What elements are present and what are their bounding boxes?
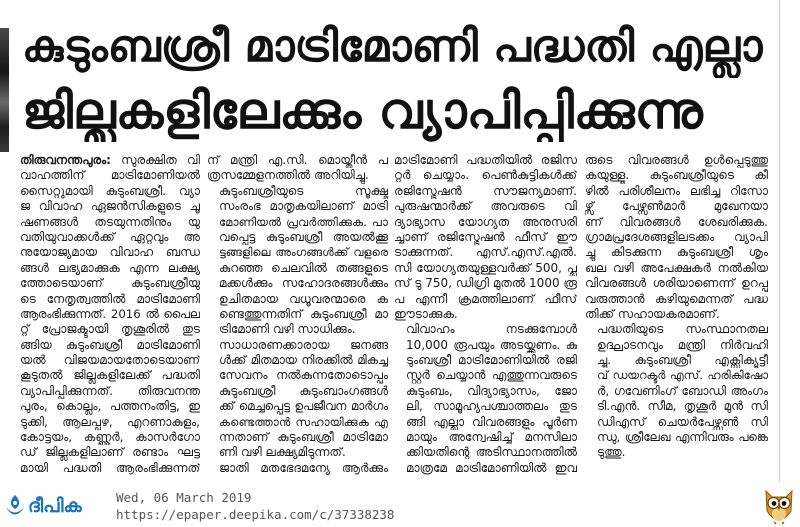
line-words: വ് ഡയറക്ടർ എസ്. ഹരികിഷോ bbox=[597, 368, 768, 383]
text-line bbox=[20, 153, 200, 168]
line-text bbox=[20, 276, 200, 291]
line-words: കുടുംബശ്രീയുടെ സൂക്ഷ്മ bbox=[219, 183, 388, 198]
line-words: ച്ചു കിടക്കുന്ന കുടുംബശ്രീ ശൃം bbox=[585, 245, 768, 260]
line-text bbox=[20, 445, 200, 460]
line-text bbox=[219, 399, 388, 414]
line-words: ടുക്കി, ആലപ്പുഴ, എറണാകുളം, bbox=[20, 414, 200, 429]
text-line bbox=[394, 307, 577, 322]
line-text bbox=[394, 168, 577, 183]
text-line bbox=[20, 215, 200, 230]
line-words: പുരുഷന്മാർക്ക് അവരുടെ വി bbox=[394, 199, 577, 214]
line-text bbox=[219, 384, 388, 399]
text-line bbox=[394, 322, 577, 337]
article-column-4 bbox=[585, 153, 768, 479]
line-words: വ്യാപിപ്പിക്കുന്നത്. തിരുവനന്ത bbox=[20, 383, 200, 398]
line-words: സ് ടു 750, ഡിഗ്രി മുതൽ 1000 രൂ bbox=[394, 276, 577, 291]
deepika-logo[interactable] bbox=[5, 492, 82, 520]
line-text bbox=[219, 261, 388, 276]
text-line bbox=[20, 230, 200, 245]
article-column-1 bbox=[20, 153, 200, 479]
line-words: കോട്ടയം, കണ്ണൂർ, കാസർഗോ bbox=[20, 430, 200, 445]
text-line bbox=[207, 307, 388, 322]
line-text bbox=[219, 199, 388, 214]
text-line bbox=[585, 322, 768, 337]
line-words: സ്റ്റർ ചെയ്യാൻ എത്തുന്നവരുടെ bbox=[406, 368, 577, 383]
text-line bbox=[207, 199, 388, 214]
line-text bbox=[219, 230, 388, 245]
text-line bbox=[394, 153, 577, 168]
line-text bbox=[20, 307, 200, 322]
line-words: മാത്രമേ മാട്രിമോണിയിൽ ഇവ bbox=[406, 460, 577, 475]
text-line bbox=[20, 322, 200, 337]
line-text bbox=[219, 353, 388, 368]
text-line bbox=[394, 415, 577, 430]
text-line bbox=[585, 245, 768, 260]
line-text bbox=[394, 276, 577, 291]
line-words: മക്കൾക്കും സഹോദരങ്ങൾക്കും bbox=[219, 276, 388, 291]
line-text bbox=[20, 430, 200, 445]
text-line bbox=[394, 445, 577, 460]
line-words: ന്ധു, ശ്രീലേഖ എന്നിവരും പങ്കെ bbox=[597, 430, 768, 445]
text-line bbox=[20, 368, 200, 383]
text-line bbox=[585, 168, 768, 183]
logo-text: ദീപിക bbox=[28, 495, 82, 517]
line-words: കണ്ടെത്താൻ സഹായിക്കുക എ bbox=[219, 414, 388, 429]
line-text bbox=[585, 261, 768, 276]
line-text bbox=[219, 307, 388, 322]
text-line bbox=[207, 415, 388, 430]
line-words: ഈടാക്കുക. bbox=[394, 306, 458, 321]
line-text bbox=[207, 168, 369, 183]
line-words: ച്ചാണ് രജിസ്ട്രേഷൻ ഫീസ് ഈ bbox=[394, 229, 577, 244]
headline-text-1: കുടുംബശ്രീ മാട്രിമോണി പദ്ധതി എല്ലാ bbox=[22, 21, 763, 72]
line-words: ദ്യാഭ്യാസ യോഗ്യത അനുസരി bbox=[394, 214, 577, 229]
text-line bbox=[207, 353, 388, 368]
line-text bbox=[597, 445, 625, 460]
line-words: ത്തോടെയാണ് കുടുംബശ്രീയു bbox=[20, 276, 200, 291]
line-words: പുരം, കൊല്ലം, പത്തനംതിട്ട, ഇ bbox=[20, 399, 200, 414]
line-text bbox=[406, 415, 577, 430]
text-line bbox=[394, 353, 577, 368]
text-line bbox=[207, 322, 388, 337]
text-line bbox=[585, 445, 768, 460]
line-words: ആരംഭിക്കുന്നത്. 2016 ൽ പൈല bbox=[20, 306, 200, 321]
line-words: ങ്ങിയ കുടുംബശ്രീ മാട്രിമോണി bbox=[20, 337, 200, 352]
line-words: പ എന്നീ ക്രമത്തിലാണ് ഫീസ് bbox=[394, 291, 577, 306]
line-words: ജ വിവാഹ ഏജൻസികളുടെ ചൂ bbox=[20, 199, 200, 214]
line-text bbox=[597, 415, 768, 430]
line-text bbox=[585, 199, 768, 214]
line-text bbox=[219, 292, 388, 307]
line-text bbox=[394, 292, 577, 307]
line-text bbox=[394, 230, 577, 245]
text-line bbox=[20, 245, 200, 260]
text-line bbox=[20, 338, 200, 353]
line-text bbox=[406, 338, 577, 353]
line-text bbox=[406, 399, 577, 414]
line-words: ടാക്കുന്നത്. എസ്.എസ്.എൽ. bbox=[394, 245, 577, 260]
line-text bbox=[597, 353, 768, 368]
text-line bbox=[20, 445, 200, 460]
line-text bbox=[20, 168, 200, 183]
line-words: ങ്ങൾ ലഭ്യമാക്കുക എന്ന ലക്ഷ്യ bbox=[20, 260, 200, 275]
line-text bbox=[20, 245, 200, 260]
text-line bbox=[585, 338, 768, 353]
line-words: ക്ക് മെച്ചപ്പെട്ട ഉപജീവന മാർഗം bbox=[219, 399, 388, 414]
line-words: റ്റർ ചെയ്യാം. പെൺകുട്ടികൾക്ക് bbox=[394, 168, 577, 183]
line-words: സുരക്ഷിത വി bbox=[121, 153, 200, 167]
text-line bbox=[585, 292, 768, 307]
line-words: രജിസ്ട്രേഷൻ സൗജന്യമാണ്. bbox=[394, 183, 577, 198]
line-text bbox=[585, 292, 768, 307]
article-url[interactable]: https://epaper.deepika.com/c/37338238 bbox=[116, 507, 395, 522]
line-text bbox=[20, 261, 200, 276]
line-text bbox=[394, 215, 577, 230]
line-text bbox=[20, 199, 200, 214]
text-line bbox=[585, 261, 768, 276]
line-text bbox=[20, 415, 200, 430]
text-line bbox=[394, 230, 577, 245]
line-words: ന്നതാണ് കുടുംബശ്രീ മാട്രിമോ bbox=[219, 430, 388, 445]
line-words: ടി.എൻ. സീമ, തൃശൂർ മുൻ സി bbox=[597, 399, 768, 414]
text-line bbox=[585, 184, 768, 199]
dateline: തിരുവനന്തപുരം: bbox=[20, 153, 111, 167]
line-text bbox=[219, 415, 388, 430]
line-text bbox=[406, 461, 577, 476]
text-line bbox=[207, 338, 388, 353]
line-text bbox=[20, 399, 200, 414]
line-words: കുറഞ്ഞ ചെലവിൽ തങ്ങളുടെ bbox=[219, 260, 388, 275]
text-line bbox=[394, 430, 577, 445]
text-line bbox=[394, 368, 577, 383]
line-text bbox=[207, 153, 388, 168]
text-line bbox=[207, 184, 388, 199]
line-words: സാധാരണക്കാരായ ജനങ്ങ bbox=[219, 337, 388, 352]
text-line bbox=[20, 184, 200, 199]
line-text bbox=[406, 368, 577, 383]
line-text bbox=[219, 184, 388, 199]
text-line bbox=[20, 399, 200, 414]
clipping-border bbox=[779, 0, 780, 482]
line-text bbox=[597, 384, 768, 399]
line-words: ട്ടങ്ങളിലെ അംഗങ്ങൾക്ക് വളരെ bbox=[219, 245, 388, 260]
text-line bbox=[20, 199, 200, 214]
line-words: വതിയുവാക്കൾക്ക് ഏറ്റവും അ bbox=[20, 229, 200, 244]
text-line bbox=[585, 199, 768, 214]
text-line bbox=[394, 461, 577, 476]
line-text bbox=[597, 399, 768, 414]
line-words: ർ, ഗവേണിംഗ് ബോഡി അംഗം bbox=[597, 383, 768, 398]
line-text bbox=[597, 322, 768, 337]
text-line bbox=[20, 307, 200, 322]
text-line bbox=[20, 430, 200, 445]
line-words: ലി, സാമൂഹ്യപശ്ചാത്തലം തുട bbox=[406, 399, 577, 414]
text-line bbox=[207, 461, 388, 476]
line-words: ക്കിയതിന്റെ അടിസ്ഥാനത്തിൽ bbox=[406, 445, 577, 460]
text-line bbox=[207, 445, 388, 460]
text-line bbox=[394, 184, 577, 199]
article-column-2 bbox=[207, 153, 388, 479]
text-line bbox=[207, 276, 388, 291]
line-words: ങ്ങി എല്ലാ വിവരങ്ങളും പൂർണ bbox=[406, 414, 577, 429]
line-words: വിവാഹം നടക്കുമ്പോൾ bbox=[406, 322, 577, 337]
text-line bbox=[585, 353, 768, 368]
line-words: ഡ് ജില്ലകളിലാണ് രണ്ടാം ഘട്ട bbox=[20, 445, 200, 460]
text-line bbox=[394, 384, 577, 399]
line-words: വപ്പെട്ട കുടുംബശ്രീ അയൽക്കൂ bbox=[219, 229, 388, 244]
line-words: യൽ വിജയമായതോടെയാണ് bbox=[20, 353, 200, 368]
text-line bbox=[207, 153, 388, 168]
line-text bbox=[219, 245, 388, 260]
text-line bbox=[585, 215, 768, 230]
lamp-icon bbox=[5, 494, 25, 518]
text-line bbox=[207, 215, 388, 230]
line-words: രുടെ വിവരങ്ങൾ ഉൾപ്പെടുത്തു bbox=[585, 153, 768, 167]
line-text bbox=[394, 307, 458, 322]
text-line bbox=[394, 199, 577, 214]
text-line bbox=[585, 384, 768, 399]
line-words: 10,000 രൂപയും അടയ്ക്കണം. കു bbox=[406, 337, 577, 352]
line-words: ഗ്രാമപ്രദേശങ്ങളിലടക്കം വ്യാപി bbox=[585, 229, 768, 244]
line-text bbox=[394, 261, 577, 276]
line-words: ച്ചു. കുടുംബശ്രീ എക്സിക്യൂട്ടീ bbox=[597, 353, 768, 368]
line-text bbox=[585, 245, 768, 260]
line-text bbox=[585, 307, 720, 322]
line-words: തിക്ക് സഹായകരമാണ്. bbox=[585, 306, 720, 321]
text-line bbox=[20, 292, 200, 307]
line-words: സേവനം നൽകുന്നതോടൊപ്പം bbox=[219, 368, 388, 383]
line-text bbox=[394, 245, 577, 260]
line-text bbox=[585, 276, 768, 291]
text-line bbox=[207, 399, 388, 414]
line-words: സി യോഗ്യതയുള്ളവർക്ക് 500, പ്ല bbox=[394, 260, 577, 275]
line-text bbox=[406, 445, 577, 460]
text-line bbox=[394, 399, 577, 414]
line-words: ന് മന്ത്രി എ.സി. മൊയ്തീൻ പ bbox=[207, 153, 388, 167]
text-line bbox=[20, 168, 200, 183]
line-words: ണ് വിവരങ്ങൾ ശേഖരിക്കുക. bbox=[585, 214, 768, 229]
text-line bbox=[207, 245, 388, 260]
text-line bbox=[394, 261, 577, 276]
line-text bbox=[394, 199, 577, 214]
article-column-3 bbox=[394, 153, 577, 479]
line-words: ഴ്സ് പേഴ്സൺമാർ മുഖേനയാ bbox=[585, 199, 768, 214]
line-text bbox=[219, 322, 356, 337]
line-words: ഉചിതമായ വധൂവരന്മാരെ ക bbox=[219, 291, 388, 306]
line-words: ഖല വഴി അപേക്ഷകർ നൽകിയ bbox=[585, 260, 768, 275]
text-line bbox=[20, 384, 200, 399]
adjacent-photo-fragment bbox=[0, 28, 9, 152]
line-text bbox=[585, 230, 768, 245]
line-words: സംരംഭ മാതൃകയിലാണ് മാട്രി bbox=[219, 199, 388, 214]
text-line bbox=[585, 368, 768, 383]
text-line bbox=[585, 430, 768, 445]
line-words: റ്റ് പ്രോജക്ടായി തൃശൂരിൽ തുട bbox=[20, 322, 200, 337]
line-text bbox=[585, 184, 768, 199]
line-text bbox=[20, 353, 200, 368]
line-words: വരുത്താൻ കഴിയുമെന്നത് പദ്ധ bbox=[585, 291, 768, 306]
headline-line-2 bbox=[22, 80, 774, 142]
text-line bbox=[20, 461, 200, 476]
text-line bbox=[585, 230, 768, 245]
text-line bbox=[207, 368, 388, 383]
line-words: വാഹത്തിന് മാട്രിമോണിയൽ bbox=[20, 168, 200, 183]
text-line bbox=[207, 384, 388, 399]
text-line bbox=[394, 292, 577, 307]
line-text bbox=[219, 338, 388, 353]
line-text bbox=[585, 215, 768, 230]
line-text bbox=[20, 384, 200, 399]
line-text bbox=[394, 184, 577, 199]
line-words: ടുംബശ്രീ മാട്രിമോണിയിൽ രജി bbox=[406, 353, 577, 368]
line-words: ട്രിമോണി വഴി സാധിക്കും. bbox=[219, 322, 356, 337]
line-words: കൂടുതൽ ജില്ലകളിലേക്ക് പദ്ധതി bbox=[20, 368, 200, 383]
text-line bbox=[207, 168, 388, 183]
line-text bbox=[20, 368, 200, 383]
line-text bbox=[219, 276, 388, 291]
text-line bbox=[394, 245, 577, 260]
text-line bbox=[585, 276, 768, 291]
line-words: ണി വഴി ലക്ഷ്യമിടുന്നത്. bbox=[219, 445, 346, 460]
line-words: ൾക്ക് മിതമായ നിരക്കിൽ മികച്ച bbox=[219, 353, 388, 368]
epaper-footer bbox=[0, 484, 800, 527]
line-words: വിവരങ്ങൾ ശരിയാണെന്ന് ഉറപ്പു bbox=[585, 276, 768, 291]
line-text bbox=[406, 430, 577, 445]
line-text bbox=[20, 230, 200, 245]
line-text bbox=[597, 430, 768, 445]
line-words: ഉദ്ഘാടനവും മന്ത്രി നിർവഹി bbox=[597, 337, 768, 352]
text-line bbox=[207, 230, 388, 245]
line-words: മാട്രിമോണി പദ്ധതിയിൽ രജിസ bbox=[394, 153, 577, 167]
line-words: മായി പദ്ധതി ആരംഭിക്കുന്നത് bbox=[20, 460, 200, 475]
text-line bbox=[394, 276, 577, 291]
line-words: മായും അന്വേഷിച്ച് മനസിലാ bbox=[406, 430, 577, 445]
headline-text-2: ജില്ലകളിലേക്കും വ്യാപിപ്പിക്കുന്നു bbox=[22, 82, 703, 140]
text-line bbox=[585, 153, 768, 168]
line-words: ഡിഎസ് ചെയർപേഴ്സൺ സി bbox=[597, 414, 768, 429]
headline-line-1 bbox=[22, 16, 774, 78]
line-text bbox=[406, 322, 577, 337]
text-line bbox=[585, 307, 768, 322]
line-words: നുയോജ്യമായ വിവാഹ ബന്ധ bbox=[20, 245, 200, 260]
line-text bbox=[585, 168, 768, 183]
line-text bbox=[219, 430, 388, 445]
line-words: സൈറ്റുമായി കുടുംബശ്രീ. വ്യാ bbox=[20, 183, 200, 198]
text-line bbox=[394, 338, 577, 353]
line-words: കുടുംബം, വിദ്യാഭ്യാസം, ജോ bbox=[406, 383, 577, 398]
line-words: ണ്ടെത്തുന്നതിന് കുടുംബശ്രീ മാ bbox=[219, 306, 388, 321]
line-text bbox=[585, 153, 768, 168]
line-text bbox=[597, 338, 768, 353]
text-line bbox=[20, 415, 200, 430]
line-words: ഷണങ്ങൾ തടയുന്നതിനും യു bbox=[20, 214, 200, 229]
text-line bbox=[20, 261, 200, 276]
text-line bbox=[207, 261, 388, 276]
text-line bbox=[207, 430, 388, 445]
line-words: ഴിൽ പരിശീലനം ലഭിച്ച റിസോ bbox=[585, 183, 768, 198]
line-text bbox=[20, 153, 200, 168]
line-text bbox=[20, 322, 200, 337]
line-text bbox=[20, 215, 200, 230]
line-words: കുടുംബശ്രീ കുടുംബാംഗങ്ങൾ bbox=[219, 383, 388, 398]
line-text bbox=[597, 368, 768, 383]
publication-date: Wed, 06 March 2019 bbox=[116, 490, 252, 505]
line-words: മോണിയൽ പ്രവർത്തിക്കുക. പാ bbox=[219, 214, 388, 229]
text-line bbox=[394, 168, 577, 183]
publication-meta bbox=[116, 489, 456, 523]
line-words: കയുള്ളൂ. കുടുംബശ്രീയുടെ കീ bbox=[585, 168, 768, 183]
line-text bbox=[219, 368, 388, 383]
line-text bbox=[406, 384, 577, 399]
line-words: ടെ നേതൃത്വത്തിൽ മാട്രിമോണി bbox=[20, 291, 200, 306]
text-line bbox=[394, 215, 577, 230]
text-line bbox=[207, 292, 388, 307]
line-text bbox=[20, 184, 200, 199]
text-line bbox=[20, 276, 200, 291]
text-line bbox=[585, 415, 768, 430]
line-words: ടുത്തു. bbox=[597, 445, 626, 460]
line-text bbox=[219, 461, 388, 476]
line-text bbox=[219, 445, 346, 460]
text-line bbox=[20, 353, 200, 368]
line-words: പദ്ധതിയുടെ സംസ്ഥാനതല bbox=[597, 322, 768, 337]
line-text bbox=[20, 292, 200, 307]
line-text bbox=[406, 353, 577, 368]
line-text bbox=[394, 153, 577, 168]
line-text bbox=[219, 215, 388, 230]
text-line bbox=[585, 399, 768, 414]
line-text bbox=[20, 461, 200, 476]
line-text bbox=[20, 338, 200, 353]
line-words: ത്രസമ്മേളനത്തിൽ അറിയിച്ചു. bbox=[207, 168, 369, 183]
owl-icon[interactable] bbox=[762, 487, 796, 525]
line-words: ജാതി മതഭേദമന്യേ ആർക്കും bbox=[219, 460, 388, 475]
